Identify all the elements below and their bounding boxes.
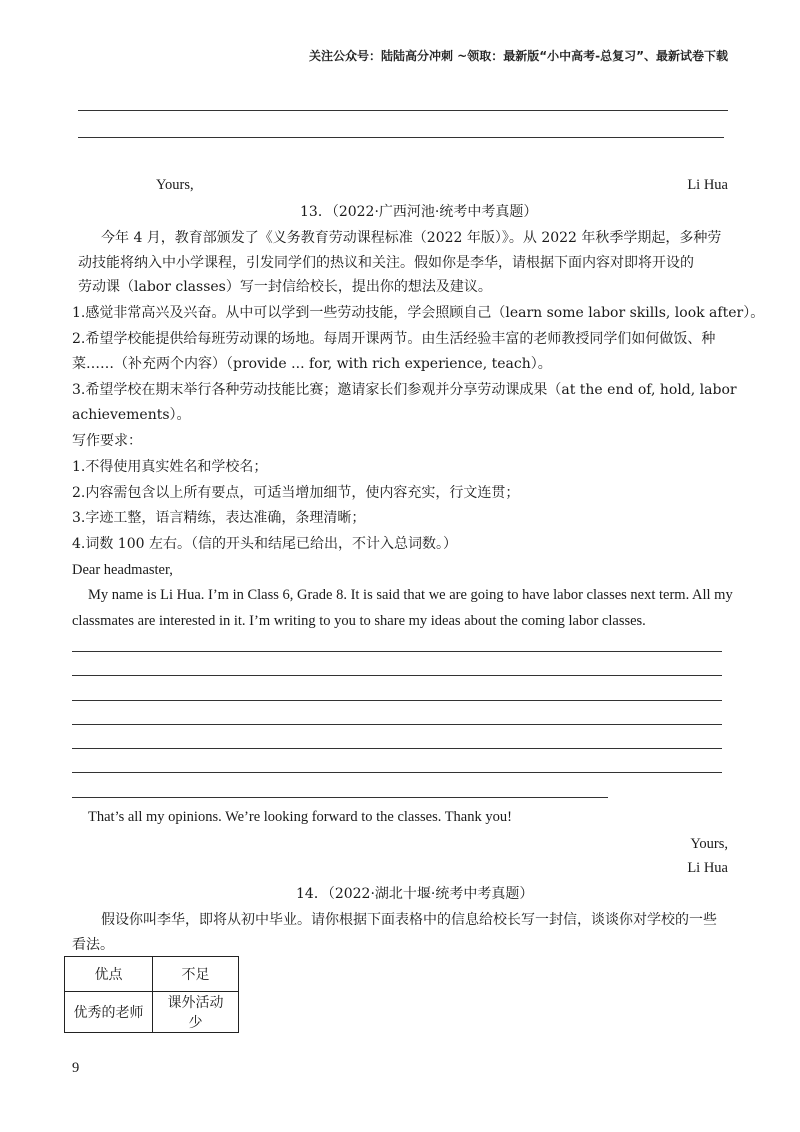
letter-closing: Yours, bbox=[156, 177, 194, 193]
question-point: 菜……（补充两个内容）（provide ... for, with rich experience, teach）。 bbox=[72, 356, 552, 372]
requirement-item: 4.词数 100 左右。（信的开头和结尾已给出，不计入总词数。） bbox=[72, 536, 457, 552]
answer-line bbox=[72, 700, 722, 701]
question-point: 3.希望学校在期末举行各种劳动技能比赛；邀请家长们参观并分享劳动课成果（at the end of, hold, labor bbox=[72, 382, 737, 398]
question-title: 13．（2022·广西河池·统考中考真题） bbox=[300, 204, 538, 220]
letter-salutation: Dear headmaster, bbox=[72, 562, 173, 578]
question-intro-line: 动技能将纳入中小学课程，引发同学们的热议和关注。假如你是李华，请根据下面内容对即将开设的 bbox=[78, 255, 694, 271]
table-header-cell: 优点 bbox=[65, 957, 153, 992]
requirement-item: 2.内容需包含以上所有要点，可适当增加细节，使内容充实，行文连贯； bbox=[72, 485, 520, 501]
table-row bbox=[65, 992, 239, 1033]
table-header-row bbox=[65, 957, 239, 992]
table-cell: 课外活动少 bbox=[153, 992, 239, 1033]
answer-line bbox=[78, 110, 728, 111]
requirement-item: 3.字迹工整，语言精练，表达准确，条理清晰； bbox=[72, 510, 366, 526]
requirements-title: 写作要求： bbox=[72, 433, 142, 449]
info-table bbox=[64, 956, 239, 1033]
letter-closing: Yours, bbox=[690, 836, 728, 852]
answer-line bbox=[78, 137, 724, 138]
question-point: 2.希望学校能提供给每班劳动课的场地。每周开课两节。由生活经验丰富的老师教授同学们如何做饭、种 bbox=[72, 331, 716, 347]
page-header: 关注公众号：陆陆高分冲刺 ~领取：最新版“小中高考-总复习”、最新试卷下载 bbox=[309, 49, 728, 63]
letter-opening-line: classmates are interested in it. I’m writing to you to share my ideas about the coming labor classes. bbox=[72, 613, 646, 629]
question-title: 14．（2022·湖北十堰·统考中考真题） bbox=[296, 886, 534, 902]
letter-ending: That’s all my opinions. We’re looking forward to the classes. Thank you! bbox=[88, 809, 512, 825]
requirement-item: 1.不得使用真实姓名和学校名； bbox=[72, 459, 268, 475]
answer-line bbox=[72, 772, 722, 773]
question-intro-line: 劳动课（labor classes）写一封信给校长，提出你的想法及建议。 bbox=[78, 279, 492, 295]
answer-line bbox=[72, 724, 722, 725]
letter-signature: Li Hua bbox=[687, 860, 728, 876]
question-intro-line: 今年 4 月，教育部颁发了《义务教育劳动课程标准（2022 年版）》。从 2022 年秋季学期起，多种劳 bbox=[101, 230, 722, 246]
answer-line bbox=[72, 675, 722, 676]
letter-opening-line: My name is Li Hua. I’m in Class 6, Grade 8. It is said that we are going to have labor classes next term. All my bbox=[88, 587, 733, 603]
letter-signature: Li Hua bbox=[687, 177, 728, 193]
answer-line bbox=[72, 797, 608, 798]
page-number: 9 bbox=[72, 1060, 80, 1076]
question-intro-line: 假设你叫李华，即将从初中毕业。请你根据下面表格中的信息给校长写一封信，谈谈你对学校的一些 bbox=[101, 912, 717, 928]
table-cell: 优秀的老师 bbox=[65, 992, 153, 1033]
question-point: 1.感觉非常高兴及兴奋。从中可以学到一些劳动技能，学会照顾自己（learn some labor skills, look after）。 bbox=[72, 305, 765, 321]
question-point: achievements）。 bbox=[72, 407, 191, 423]
table-header-cell: 不足 bbox=[153, 957, 239, 992]
answer-line bbox=[72, 651, 722, 652]
answer-line bbox=[72, 748, 722, 749]
question-intro-line: 看法。 bbox=[72, 937, 114, 953]
